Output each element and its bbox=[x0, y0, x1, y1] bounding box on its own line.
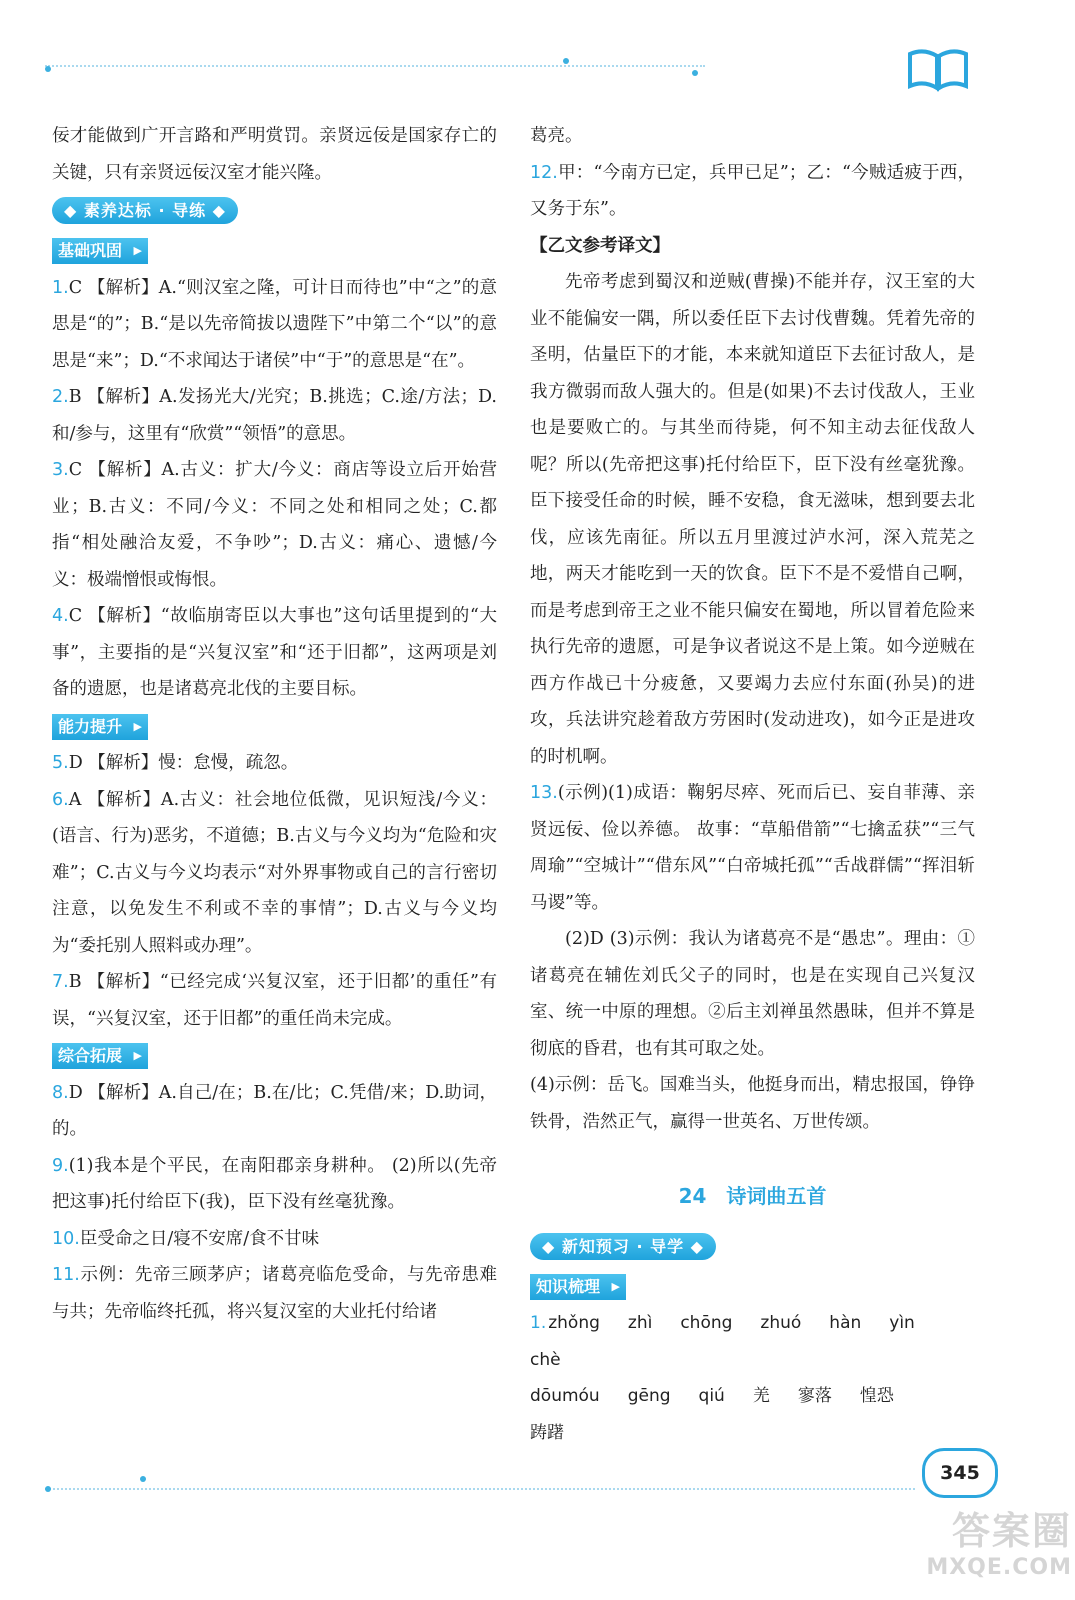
pinyin-row-1 bbox=[530, 1305, 975, 1378]
answer-text: 示例：先帝三顾茅庐；诸葛亮临危受命，与先帝患难与共；先帝临终托孤，将兴复汉室的大业托付给诸 bbox=[52, 1265, 497, 1322]
answer-10 bbox=[52, 1221, 497, 1258]
pinyin-item: hàn bbox=[829, 1313, 862, 1333]
left-column bbox=[52, 118, 497, 1330]
pinyin-item: 寥落 bbox=[797, 1386, 832, 1406]
pinyin-item: zhì bbox=[627, 1313, 653, 1333]
answer-number: 7. bbox=[52, 972, 69, 992]
pinyin-item: zhuó bbox=[760, 1313, 802, 1333]
answer-text: D 【解析】慢：怠慢，疏忽。 bbox=[68, 753, 299, 773]
answer-text: C 【解析】“故临崩寄臣以大事也”这句话里提到的“大事”，主要指的是“兴复汉室”和“还于旧都”，这两项是刘备的遗愿，也是诸葛亮北伐的主要目标。 bbox=[52, 606, 497, 699]
answer-text: B 【解析】“已经完成‘兴复汉室，还于旧都’的重任”有误，“兴复汉室，还于旧都”的重任尚未完成。 bbox=[52, 972, 497, 1029]
answer-number: 1. bbox=[52, 277, 69, 298]
pinyin-item: 惶恐 bbox=[859, 1386, 894, 1406]
section-pill-literacy: ◆ 素养达标 · 导练 ◆ bbox=[52, 197, 238, 224]
answer-text: C 【解析】A.“则汉室之隆，可计日而待也”中“之”的意思是“的”；B.“是以先帝简拔以遗陛下”中第二个“以”的意思是“来”；D.“不求闻达于诸侯”中“于”的意思是“在”。 bbox=[52, 277, 497, 371]
answer-text: (示例)(1)成语：鞠躬尽瘁、死而后已、妄自菲薄、亲贤远佞、俭以养德。 故事：“草船借箭”“七擒孟获”“三气周瑜”“空城计”“借东风”“白帝城托孤”“舌战群儒”“挥泪斩马谡”等。 bbox=[530, 783, 975, 913]
pinyin-item: dōumóu bbox=[530, 1386, 600, 1406]
answer-3 bbox=[52, 452, 497, 598]
answer-12 bbox=[530, 155, 975, 228]
footer-dot bbox=[140, 1476, 146, 1482]
answer-number: 12. bbox=[530, 162, 558, 183]
pinyin-item: 羌 bbox=[752, 1386, 770, 1406]
answer-number: 10. bbox=[52, 1228, 80, 1249]
pinyin-item: yìn bbox=[889, 1313, 915, 1333]
answer-number: 5. bbox=[52, 753, 69, 773]
tab-ability: 能力提升 ▶ bbox=[52, 714, 148, 740]
answer-text: C 【解析】A.古义：扩大/今义：商店等设立后开始营业；B.古义：不同/今义：不同之处和相同之处；C.都指“相处融洽友爱，不争吵”；D.古义：痛心、遗憾/今义：极端憎恨或悔恨。 bbox=[52, 460, 497, 590]
pinyin-item: qiú bbox=[698, 1386, 725, 1406]
footer-dot bbox=[45, 1486, 51, 1492]
right-column bbox=[530, 118, 975, 1451]
answer-5 bbox=[52, 745, 497, 782]
answer-number: 4. bbox=[52, 606, 69, 626]
answer-number: 8. bbox=[52, 1082, 69, 1103]
answer-number: 9. bbox=[52, 1155, 69, 1176]
section-pill-preview: ◆ 新知预习 · 导学 ◆ bbox=[530, 1233, 716, 1260]
book-icon bbox=[906, 44, 970, 92]
answer-13-part4: (4)示例：岳飞。国难当头，他挺身而出，精忠报国，铮铮铁骨，浩然正气，赢得一世英名、万世传颂。 bbox=[530, 1075, 975, 1132]
answer-text: 甲：“今南方已定，兵甲已足”；乙：“今贼适疲于西，又务于东”。 bbox=[530, 162, 975, 219]
answer-number: 6. bbox=[52, 789, 69, 810]
answer-4 bbox=[52, 598, 497, 708]
answer-7 bbox=[52, 964, 497, 1037]
answer-11-continued: 葛亮。 bbox=[530, 126, 583, 146]
header-dot bbox=[563, 58, 569, 64]
answer-text: (1)我本是个平民，在南阳郡亲身耕种。 (2)所以(先帝把这事)托付给臣下(我)，臣下没有丝毫犹豫。 bbox=[52, 1155, 497, 1212]
translation-heading: 【乙文参考译文】 bbox=[530, 235, 670, 256]
pinyin-row-2 bbox=[530, 1378, 975, 1451]
tab-extend: 综合拓展 ▶ bbox=[52, 1043, 148, 1069]
answer-number: 11. bbox=[52, 1265, 80, 1285]
header-dot bbox=[692, 70, 698, 76]
header-divider bbox=[45, 65, 705, 71]
translation-text: 先帝考虑到蜀汉和逆贼(曹操)不能并存，汉王室的大业不能偏安一隅，所以委任臣下去讨伐曹魏。凭着先帝的圣明，估量臣下的才能，本来就知道臣下去征讨敌人，是我方微弱而敌人强大的。但是(如果)不去讨伐敌人，王业也是要败亡的。与其坐而待毙，何不知主动去征伐敌人呢？所以(先帝把这事)托付给臣下，臣下没有丝毫犹豫。臣下接受任命的时候，睡不安稳，食无滋味，想到要去北伐，应该先南征。所以五月里渡过泸水河，深入荒芜之地，两天才能吃到一天的饮食。臣下不是不爱惜自己啊，而是考虑到帝王之业不能只偏安在蜀地，所以冒着危险来执行先帝的遗愿，可是争议者说这不是上策。如今逆贼在西方作战已十分疲惫，又要竭力去应付东面(孙吴)的进攻，兵法讲究趁着敌方劳困时(发动进攻)，如今正是进攻的时机啊。 bbox=[530, 272, 975, 767]
tab-basic: 基础巩固 ▶ bbox=[52, 238, 148, 264]
intro-paragraph: 佞才能做到广开言路和严明赏罚。亲贤远佞是国家存亡的关键，只有亲贤远佞汉室才能兴隆。 bbox=[52, 126, 497, 183]
answer-text: 臣受命之日/寝不安席/食不甘味 bbox=[79, 1228, 320, 1249]
answer-number: 2. bbox=[52, 387, 69, 407]
watermark-line1: 答案圈 bbox=[951, 1509, 1072, 1553]
answer-8 bbox=[52, 1075, 497, 1148]
answer-1 bbox=[52, 270, 497, 380]
answer-number: 1. bbox=[530, 1313, 547, 1333]
pinyin-item: 踌躇 bbox=[530, 1422, 564, 1443]
footer-divider bbox=[45, 1488, 915, 1490]
section-title: 24 诗词曲五首 bbox=[678, 1184, 827, 1208]
answer-text: A 【解析】A.古义：社会地位低微，见识短浅/今义：(语言、行为)恶劣，不道德；B.古义与今义均为“危险和灾难”；C.古义与今义均表示“对外界事物或自己的言行密切注意，以免发生不利或不幸的事情”；D.古义与今义均为“委托别人照料或办理”。 bbox=[52, 789, 497, 956]
answer-6 bbox=[52, 782, 497, 965]
pinyin-item: gēng bbox=[627, 1386, 671, 1406]
watermark-line2: MXQE.COM bbox=[926, 1555, 1072, 1580]
pinyin-item: chōng bbox=[680, 1313, 733, 1333]
answer-2 bbox=[52, 379, 497, 452]
header-dot bbox=[45, 66, 51, 72]
pinyin-item: chè bbox=[530, 1349, 561, 1370]
answer-13 bbox=[530, 775, 975, 921]
answer-text: B 【解析】A.发扬光大/光究；B.挑选；C.途/方法；D.和/参与，这里有“欣赏”“领悟”的意思。 bbox=[52, 387, 497, 444]
answer-13-part2: (2)D (3)示例：我认为诸葛亮不是“愚忠”。理由：①诸葛亮在辅佐刘氏父子的同时，也是在实现自己兴复汉室、统一中原的理想。②后主刘禅虽然愚昧，但并不算是彻底的昏君，也有其可取之处。 bbox=[530, 929, 975, 1059]
page-number: 345 bbox=[922, 1448, 998, 1498]
pinyin-item: zhǒng bbox=[548, 1313, 600, 1333]
answer-9 bbox=[52, 1148, 497, 1221]
watermark-logo bbox=[872, 1500, 1072, 1592]
answer-text: D 【解析】A.自己/在；B.在/比；C.凭借/来；D.助词，的。 bbox=[52, 1082, 497, 1139]
answer-11 bbox=[52, 1257, 497, 1330]
tab-knowledge: 知识梳理 ▶ bbox=[530, 1274, 626, 1300]
answer-number: 13. bbox=[530, 783, 558, 803]
answer-number: 3. bbox=[52, 460, 69, 480]
